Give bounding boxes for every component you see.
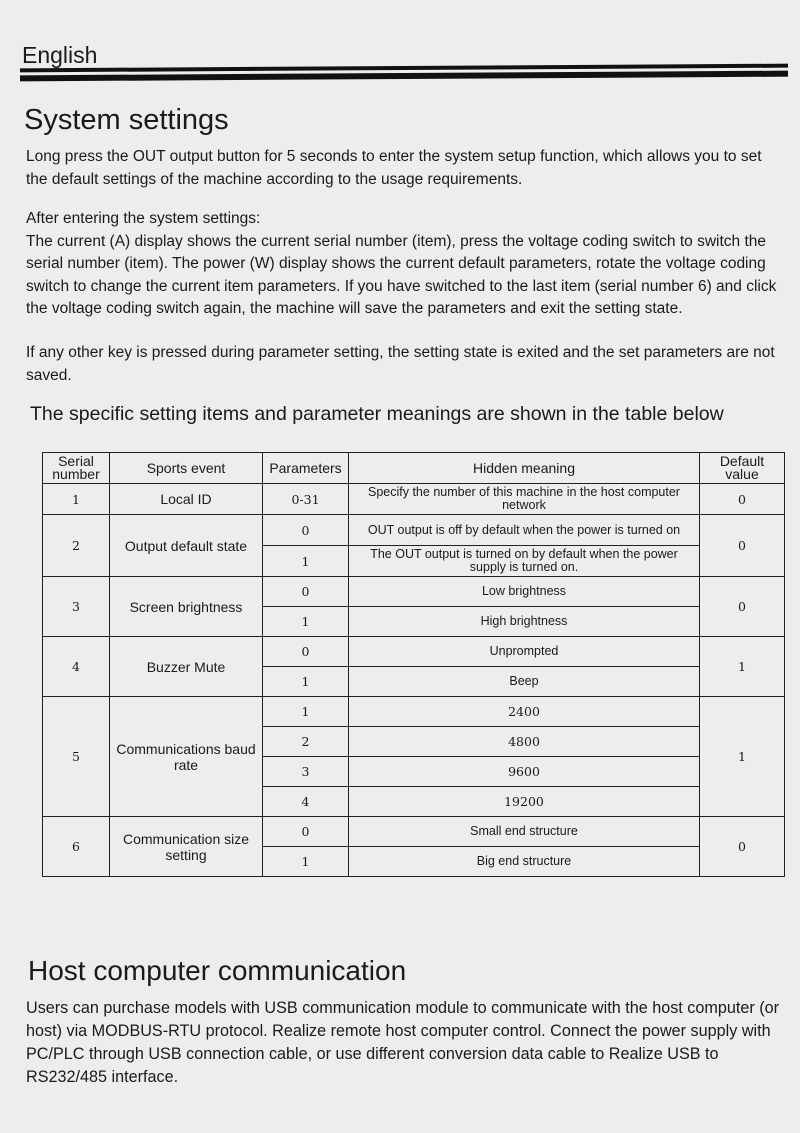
table-row	[43, 515, 785, 546]
intro-paragraph: Long press the OUT output button for 5 seconds to enter the system setup function, which allows you to set the default settings of the machine according to the usage requirements.	[26, 148, 762, 188]
param-cell: 0-31	[263, 484, 349, 515]
serial-cell: 4	[43, 637, 110, 697]
section-title-system-settings: System settings	[24, 104, 229, 136]
param-cell: 1	[263, 667, 349, 697]
param-cell: 1	[263, 546, 349, 577]
table-row	[43, 637, 785, 667]
header-rule-thick	[20, 71, 788, 82]
default-cell: 0	[700, 515, 785, 577]
serial-cell: 6	[43, 817, 110, 877]
header-meaning: Hidden meaning	[349, 453, 700, 484]
meaning-cell: 19200	[349, 787, 700, 817]
language-label: English	[22, 42, 98, 68]
note-paragraph: If any other key is pressed during parameter setting, the setting state is exited and the set parameters are not saved.	[26, 344, 775, 384]
meaning-cell: Specify the number of this machine in the host computer network	[349, 484, 700, 515]
event-cell: Screen brightness	[110, 577, 263, 637]
param-cell: 2	[263, 727, 349, 757]
param-cell: 0	[263, 515, 349, 546]
table-row	[43, 577, 785, 607]
host-communication-paragraph: Users can purchase models with USB communication module to communicate with the host computer (or host) via MODBUS-RTU protocol. Realize remote host computer control. Connect the power supply with PC/PLC through USB connection cable, or use different conversion data cable to Realize USB to RS232/485 interface.	[26, 999, 780, 1086]
meaning-cell: 2400	[349, 697, 700, 727]
section-title-host-communication: Host computer communication	[28, 955, 407, 986]
meaning-cell: Unprompted	[349, 637, 700, 667]
param-cell: 4	[263, 787, 349, 817]
table-intro: The specific setting items and parameter meanings are shown in the table below	[30, 403, 724, 425]
param-cell: 0	[263, 577, 349, 607]
header-serial: Serial number	[43, 453, 110, 484]
serial-cell: 1	[43, 484, 110, 515]
serial-cell: 5	[43, 697, 110, 817]
meaning-cell: 4800	[349, 727, 700, 757]
param-cell: 1	[263, 847, 349, 877]
header-parameters: Parameters	[263, 453, 349, 484]
table-row	[43, 817, 785, 847]
event-cell: Communication size setting	[110, 817, 263, 877]
param-cell: 1	[263, 607, 349, 637]
param-cell: 0	[263, 817, 349, 847]
instructions-paragraph: After entering the system settings: The current (A) display shows the current serial number (item), press the voltage coding switch to switch the serial number (item). The power (W) display shows the current default parameters, rotate the voltage coding switch to change the current item parameters. If you have switched to the last item (serial number 6) and click the voltage coding switch again, the machine will save the parameters and exit the setting state.	[26, 210, 777, 317]
meaning-cell: Small end structure	[349, 817, 700, 847]
event-cell: Buzzer Mute	[110, 637, 263, 697]
settings-table	[42, 452, 785, 877]
default-cell: 1	[700, 697, 785, 817]
event-cell: Communications baud rate	[110, 697, 263, 817]
meaning-cell: The OUT output is turned on by default when the power supply is turned on.	[349, 546, 700, 577]
header-event: Sports event	[110, 453, 263, 484]
meaning-cell: Beep	[349, 667, 700, 697]
serial-cell: 3	[43, 577, 110, 637]
event-cell: Output default state	[110, 515, 263, 577]
meaning-cell: Big end structure	[349, 847, 700, 877]
table-row	[43, 697, 785, 727]
event-cell: Local ID	[110, 484, 263, 515]
meaning-cell: High brightness	[349, 607, 700, 637]
param-cell: 3	[263, 757, 349, 787]
meaning-cell: OUT output is off by default when the power is turned on	[349, 515, 700, 546]
header-default: Default value	[700, 453, 785, 484]
default-cell: 1	[700, 637, 785, 697]
default-cell: 0	[700, 577, 785, 637]
param-cell: 1	[263, 697, 349, 727]
meaning-cell: 9600	[349, 757, 700, 787]
serial-cell: 2	[43, 515, 110, 577]
meaning-cell: Low brightness	[349, 577, 700, 607]
default-cell: 0	[700, 817, 785, 877]
param-cell: 0	[263, 637, 349, 667]
default-cell: 0	[700, 484, 785, 515]
table-header-row	[43, 453, 785, 484]
table-row	[43, 484, 785, 515]
